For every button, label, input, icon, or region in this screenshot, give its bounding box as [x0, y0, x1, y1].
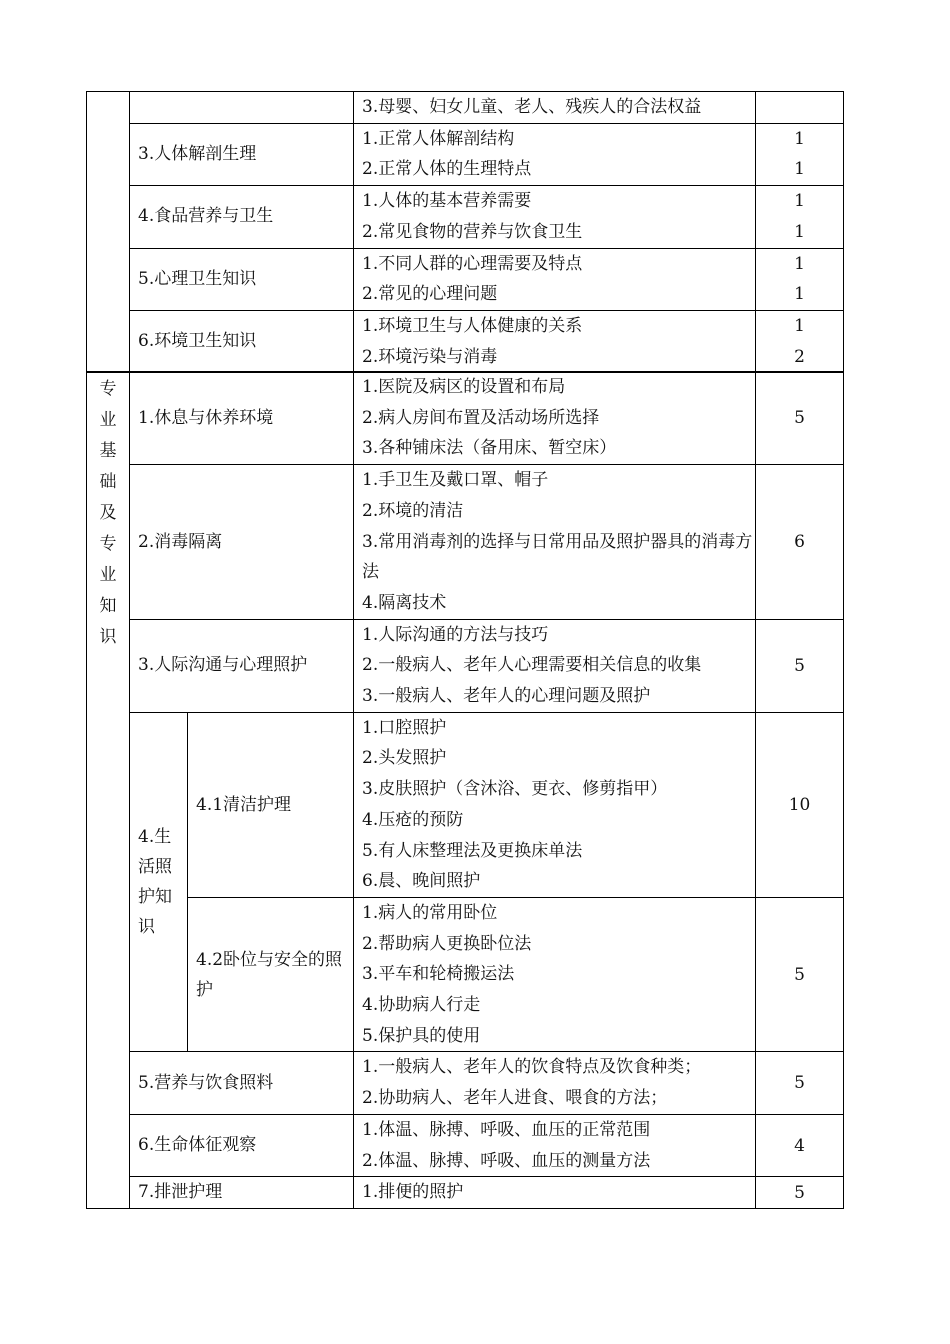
- topic-cell: 5.营养与饮食照料: [130, 1052, 354, 1114]
- content-line: 2.一般病人、老年人心理需要相关信息的收集: [362, 655, 702, 676]
- content-line: 2.头发照护: [362, 748, 447, 769]
- topic-cell: 4.食品营养与卫生: [130, 186, 354, 248]
- content-line: 2.正常人体的生理特点: [362, 159, 532, 180]
- content-line: 1.体温、脉搏、呼吸、血压的正常范围: [362, 1119, 651, 1140]
- content-line: 2.协助病人、老年人进食、喂食的方法；: [362, 1088, 668, 1109]
- content-cell: [354, 897, 756, 1052]
- hours-line: 1: [794, 191, 805, 212]
- hours-cell: [756, 186, 844, 248]
- section-label-cell: [87, 92, 130, 373]
- content-line: 2.常见食物的营养与饮食卫生: [362, 221, 583, 242]
- hours-cell: 6: [756, 465, 844, 620]
- subtopic-cell: 4.1清洁护理: [188, 712, 354, 897]
- subtopic-cell: 4.2卧位与安全的照护: [188, 897, 354, 1052]
- table-row: [87, 372, 844, 465]
- content-line: 3.平车和轮椅搬运法: [362, 964, 515, 985]
- content-line: 3.一般病人、老年人的心理问题及照护: [362, 686, 651, 707]
- life-care-label: 4.生活照护知识: [130, 712, 188, 1052]
- topic-cell: [130, 92, 354, 124]
- content-cell: [354, 712, 756, 897]
- content-cell: [354, 92, 756, 124]
- hours-cell: 5: [756, 1177, 844, 1209]
- hours-line: 2: [794, 346, 805, 367]
- content-line: 1.正常人体解剖结构: [362, 128, 515, 149]
- hours-cell: 5: [756, 897, 844, 1052]
- hours-line: 1: [794, 284, 805, 305]
- content-line: 1.环境卫生与人体健康的关系: [362, 315, 583, 336]
- section-label-professional: [87, 372, 130, 1209]
- table-row: [87, 92, 844, 124]
- content-cell: [354, 310, 756, 372]
- table-row: [87, 712, 844, 897]
- table-row: [87, 1114, 844, 1176]
- content-line: 4.压疮的预防: [362, 809, 464, 830]
- content-line: 1.一般病人、老年人的饮食特点及饮食种类；: [362, 1057, 702, 1078]
- content-cell: [354, 619, 756, 712]
- content-line: 2.环境的清洁: [362, 500, 464, 521]
- course-table-professional: [86, 371, 844, 1209]
- table-row: [87, 1052, 844, 1114]
- hours-cell: 10: [756, 712, 844, 897]
- hours-line: 1: [794, 159, 805, 180]
- topic-cell: 1.休息与休养环境: [130, 372, 354, 465]
- topic-cell: 6.环境卫生知识: [130, 310, 354, 372]
- content-line: 1.不同人群的心理需要及特点: [362, 253, 583, 274]
- content-cell: [354, 1114, 756, 1176]
- content-cell: [354, 248, 756, 310]
- content-cell: [354, 123, 756, 185]
- hours-cell: [756, 310, 844, 372]
- hours-cell: 5: [756, 619, 844, 712]
- table-row: [87, 186, 844, 248]
- topic-cell: 3.人体解剖生理: [130, 123, 354, 185]
- hours-line: 1: [794, 128, 805, 149]
- topic-cell: 5.心理卫生知识: [130, 248, 354, 310]
- table-row: [87, 310, 844, 372]
- course-table: [86, 91, 844, 373]
- content-line: 2.环境污染与消毒: [362, 346, 498, 367]
- content-line: 1.手卫生及戴口罩、帽子: [362, 470, 549, 491]
- content-cell: [354, 372, 756, 465]
- content-line: 1.排便的照护: [362, 1182, 464, 1203]
- content-line: 2.体温、脉搏、呼吸、血压的测量方法: [362, 1150, 651, 1171]
- hours-cell: [756, 123, 844, 185]
- table-row: [87, 1177, 844, 1209]
- content-line: 2.常见的心理问题: [362, 284, 498, 305]
- content-line: 3.各种铺床法（备用床、暂空床）: [362, 438, 617, 459]
- topic-cell: 3.人际沟通与心理照护: [130, 619, 354, 712]
- hours-cell: 5: [756, 1052, 844, 1114]
- hours-cell: [756, 248, 844, 310]
- content-line: 6.晨、晚间照护: [362, 871, 481, 892]
- content-line: 1.病人的常用卧位: [362, 902, 498, 923]
- topic-cell: 6.生命体征观察: [130, 1114, 354, 1176]
- content-line: 5.保护具的使用: [362, 1025, 481, 1046]
- content-cell: [354, 1052, 756, 1114]
- hours-cell: [756, 92, 844, 124]
- content-line: 2.病人房间布置及活动场所选择: [362, 407, 600, 428]
- content-line: 3.母婴、妇女儿童、老人、残疾人的合法权益: [362, 97, 702, 117]
- table-row: [87, 897, 844, 1052]
- table-row: [87, 619, 844, 712]
- content-line: 1.人体的基本营养需要: [362, 191, 532, 212]
- content-line: 3.皮肤照护（含沐浴、更衣、修剪指甲）: [362, 779, 668, 800]
- table-row: [87, 248, 844, 310]
- hours-cell: 4: [756, 1114, 844, 1176]
- content-line: 4.协助病人行走: [362, 995, 481, 1016]
- hours-line: 1: [794, 315, 805, 336]
- content-line: 5.有人床整理法及更换床单法: [362, 840, 583, 861]
- content-line: 1.医院及病区的设置和布局: [362, 377, 566, 397]
- content-cell: [354, 1177, 756, 1209]
- topic-cell: 7.排泄护理: [130, 1177, 354, 1209]
- content-cell: [354, 465, 756, 620]
- topic-cell: 2.消毒隔离: [130, 465, 354, 620]
- vertical-label: 专 业 基 础 及 专 业 知 识: [99, 379, 117, 647]
- hours-cell: 5: [756, 372, 844, 465]
- content-line: 4.隔离技术: [362, 592, 447, 613]
- content-line: 1.口腔照护: [362, 717, 447, 738]
- hours-line: 1: [794, 221, 805, 242]
- table-row: [87, 123, 844, 185]
- table-row: [87, 465, 844, 620]
- content-line: 2.帮助病人更换卧位法: [362, 933, 532, 954]
- content-cell: [354, 186, 756, 248]
- content-line: 3.常用消毒剂的选择与日常用品及照护器具的消毒方法: [362, 531, 753, 583]
- hours-line: 1: [794, 253, 805, 274]
- content-line: 1.人际沟通的方法与技巧: [362, 624, 549, 645]
